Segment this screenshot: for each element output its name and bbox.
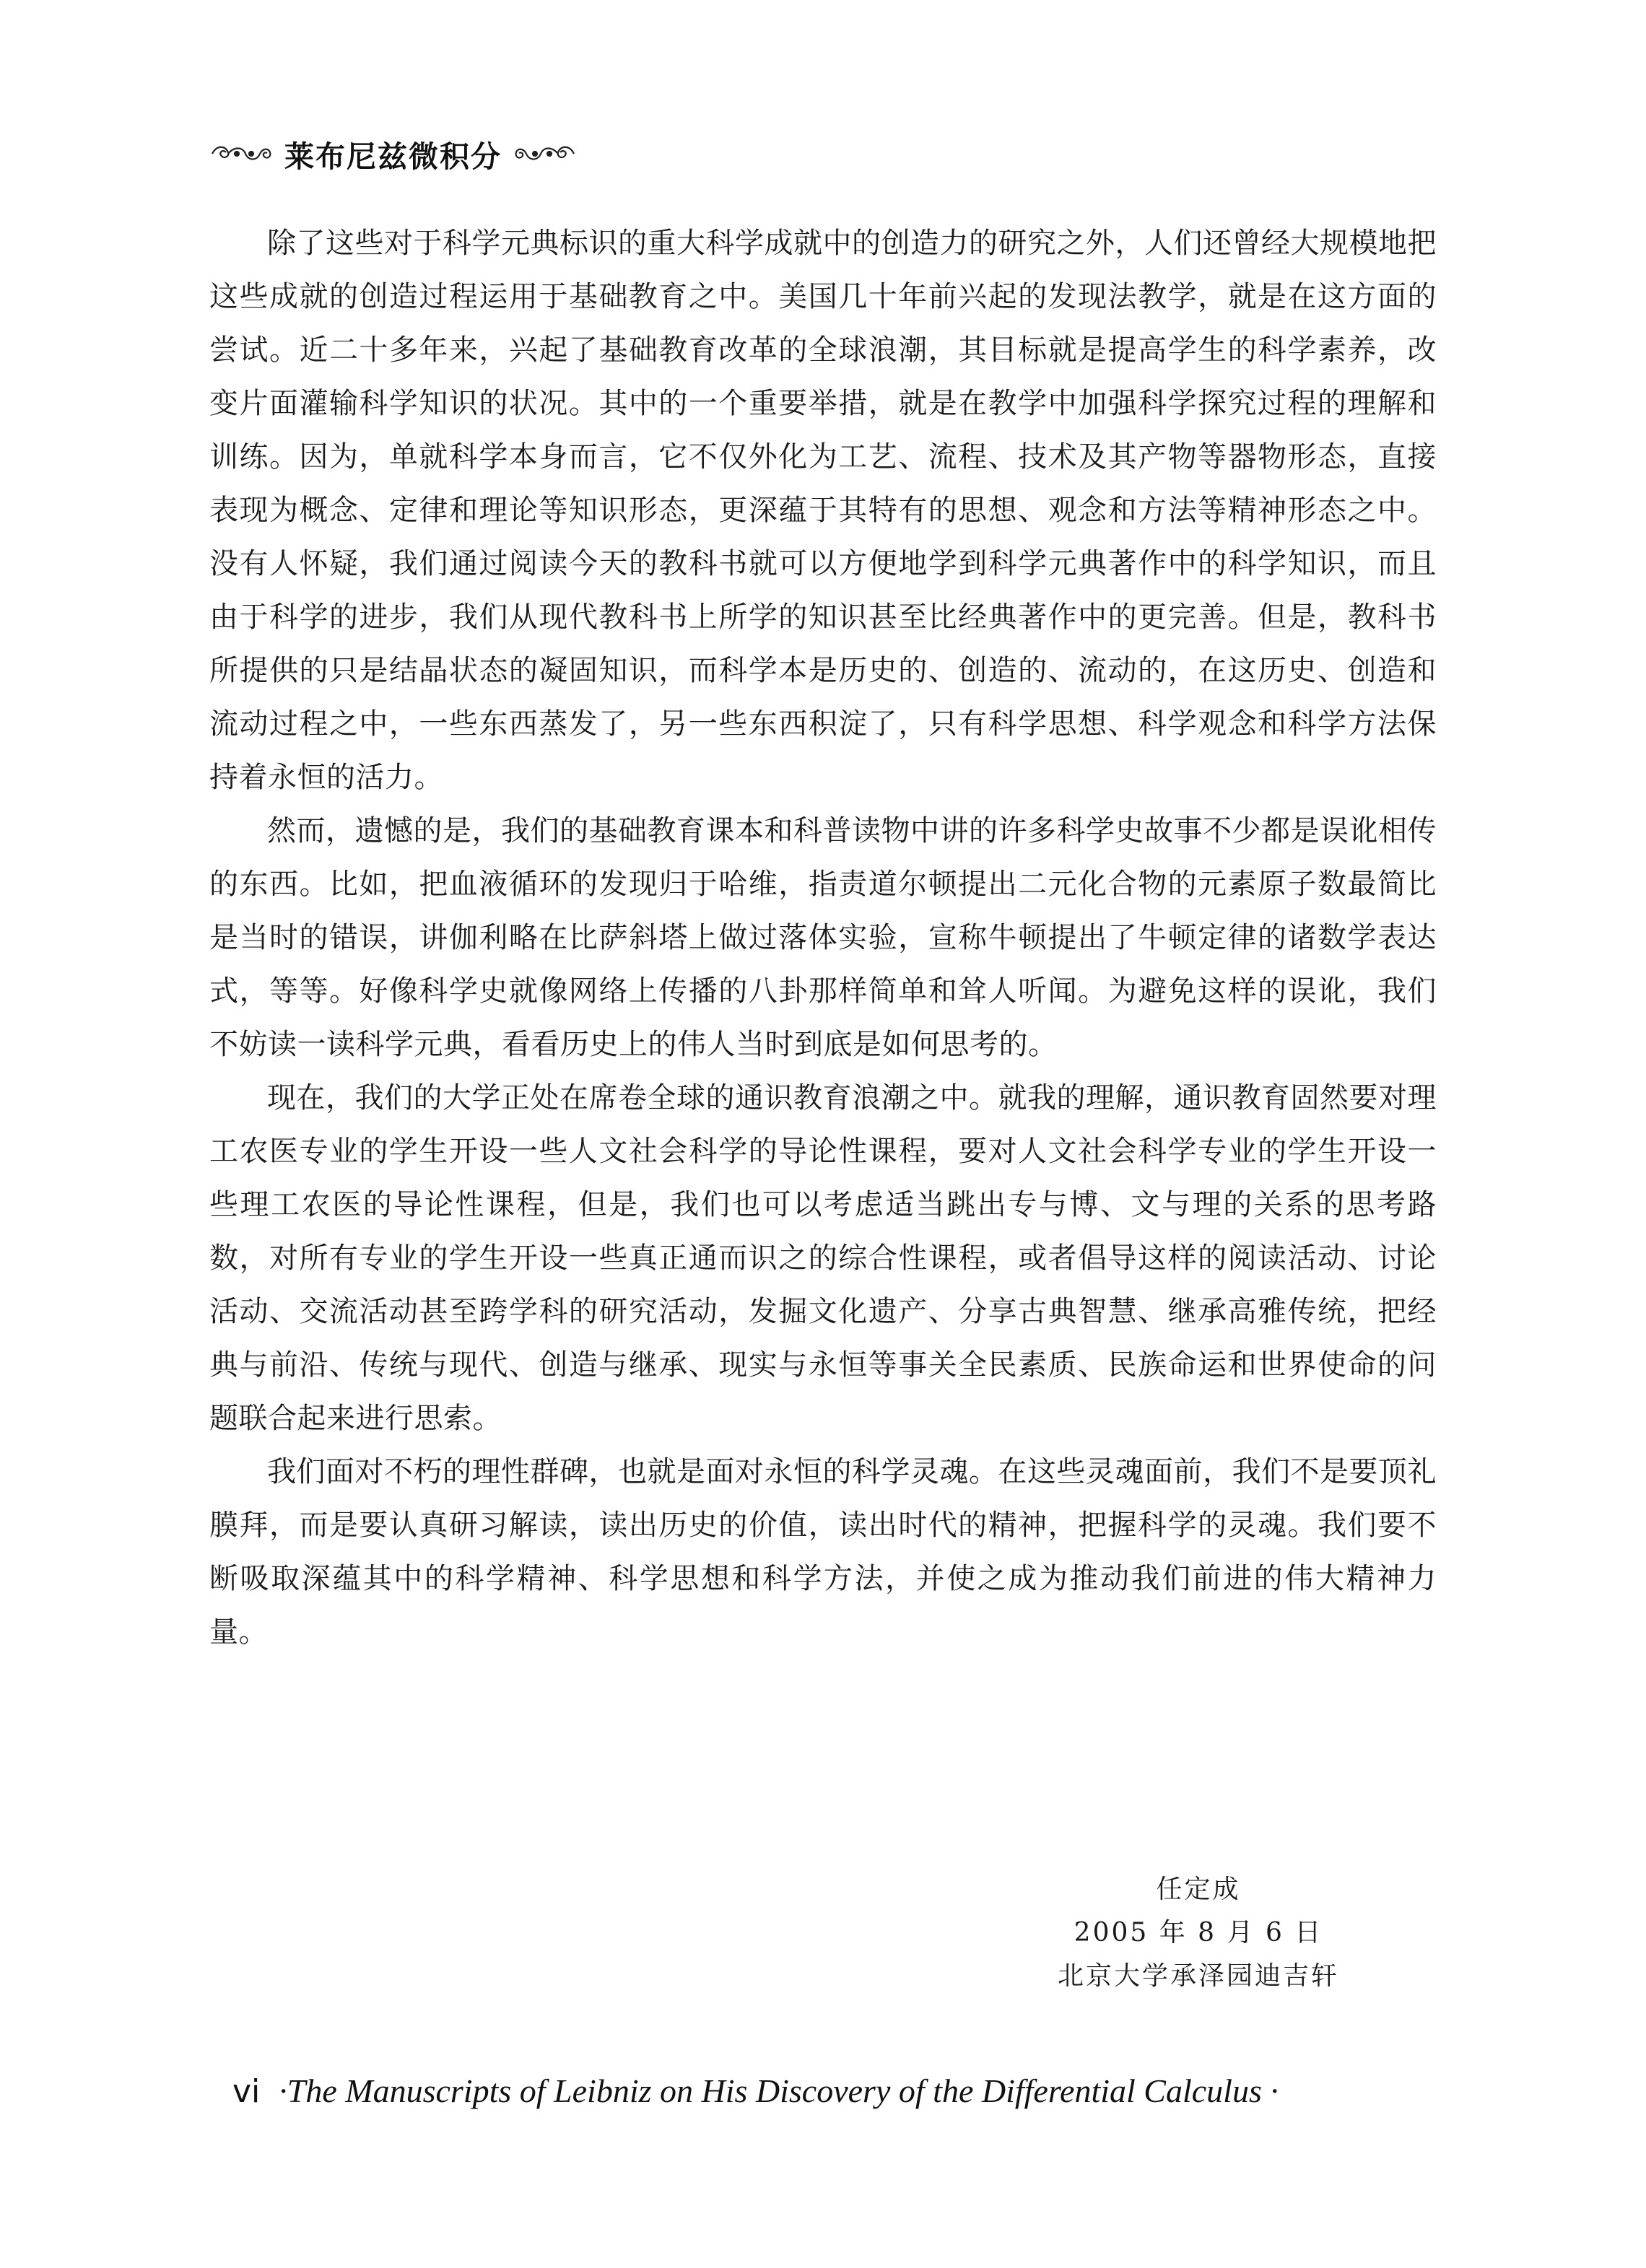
body-text [209,217,1437,1659]
running-header [209,128,577,179]
running-footer [232,2072,1279,2110]
paragraph: 然而，遗憾的是，我们的基础教育课本和科普读物中讲的许多科学史故事不少都是误讹相传的东西。比如，把血液循环的发现归于哈维，指责道尔顿提出二元化合物的元素原子数最简比是当时的错误，讲伽利略在比萨斜塔上做过落体实验，宣称牛顿提出了牛顿定律的诸数学表达式，等等。好像科学史就像网络上传播的八卦那样简单和耸人听闻。为避免这样的误讹，我们不妨读一读科学元典，看看历史上的伟人当时到底是如何思考的。 [209,814,1437,1061]
signature-place: 北京大学承泽园迪吉轩 [1057,1961,1339,1991]
footer-running-title: ·The Manuscripts of Leibniz on His Discovery of the Differential Calculus · [279,2072,1279,2109]
paragraph: 除了这些对于科学元典标识的重大科学成就中的创造力的研究之外，人们还曾经大规模地把这些成就的创造过程运用于基础教育之中。美国几十年前兴起的发现法教学，就是在这方面的尝试。近二十多年来，兴起了基础教育改革的全球浪潮，其目标就是提高学生的科学素养，改变片面灌输科学知识的状况。其中的一个重要举措，就是在教学中加强科学探究过程的理解和训练。因为，单就科学本身而言，它不仅外化为工艺、流程、技术及其产物等器物形态，直接表现为概念、定律和理论等知识形态，更深蕴于其特有的思想、观念和方法等精神形态之中。没有人怀疑，我们通过阅读今天的教科书就可以方便地学到科学元典著作中的科学知识，而且由于科学的进步，我们从现代教科书上所学的知识甚至比经典著作中的更完善。但是，教科书所提供的只是结晶状态的凝固知识，而科学本是历史的、创造的、流动的，在这历史、创造和流动过程之中，一些东西蒸发了，另一些东西积淀了，只有科学思想、科学观念和科学方法保持着永恒的活力。 [209,227,1437,794]
signature-date: 2005 年 8 月 6 日 [1074,1918,1323,1948]
page-number: vi [232,2073,261,2110]
signature-block [1011,1868,1386,1998]
signature-author: 任定成 [1156,1875,1241,1904]
paragraph: 我们面对不朽的理性群碑，也就是面对永恒的科学灵魂。在这些灵魂面前，我们不是要顶礼膜拜，而是要认真研习解读，读出历史的价值，读出时代的精神，把握科学的灵魂。我们要不断吸取深蕴其中的科学精神、科学思想和科学方法，并使之成为推动我们前进的伟大精神力量。 [209,1455,1437,1649]
scroll-ornament-icon [209,141,274,167]
header-title: 莱布尼兹微积分 [284,139,502,174]
paragraph: 现在，我们的大学正处在席卷全球的通识教育浪潮之中。就我的理解，通识教育固然要对理工农医专业的学生开设一些人文社会科学的导论性课程，要对人文社会科学专业的学生开设一些理工农医的导论性课程，但是，我们也可以考虑适当跳出专与博、文与理的关系的思考路数，对所有专业的学生开设一些真正通而识之的综合性课程，或者倡导这样的阅读活动、讨论活动、交流活动甚至跨学科的研究活动，发掘文化遗产、分享古典智慧、继承高雅传统，把经典与前沿、传统与现代、创造与继承、现实与永恒等事关全民素质、民族命运和世界使命的问题联合起来进行思索。 [209,1081,1437,1435]
scroll-ornament-icon [512,141,577,167]
